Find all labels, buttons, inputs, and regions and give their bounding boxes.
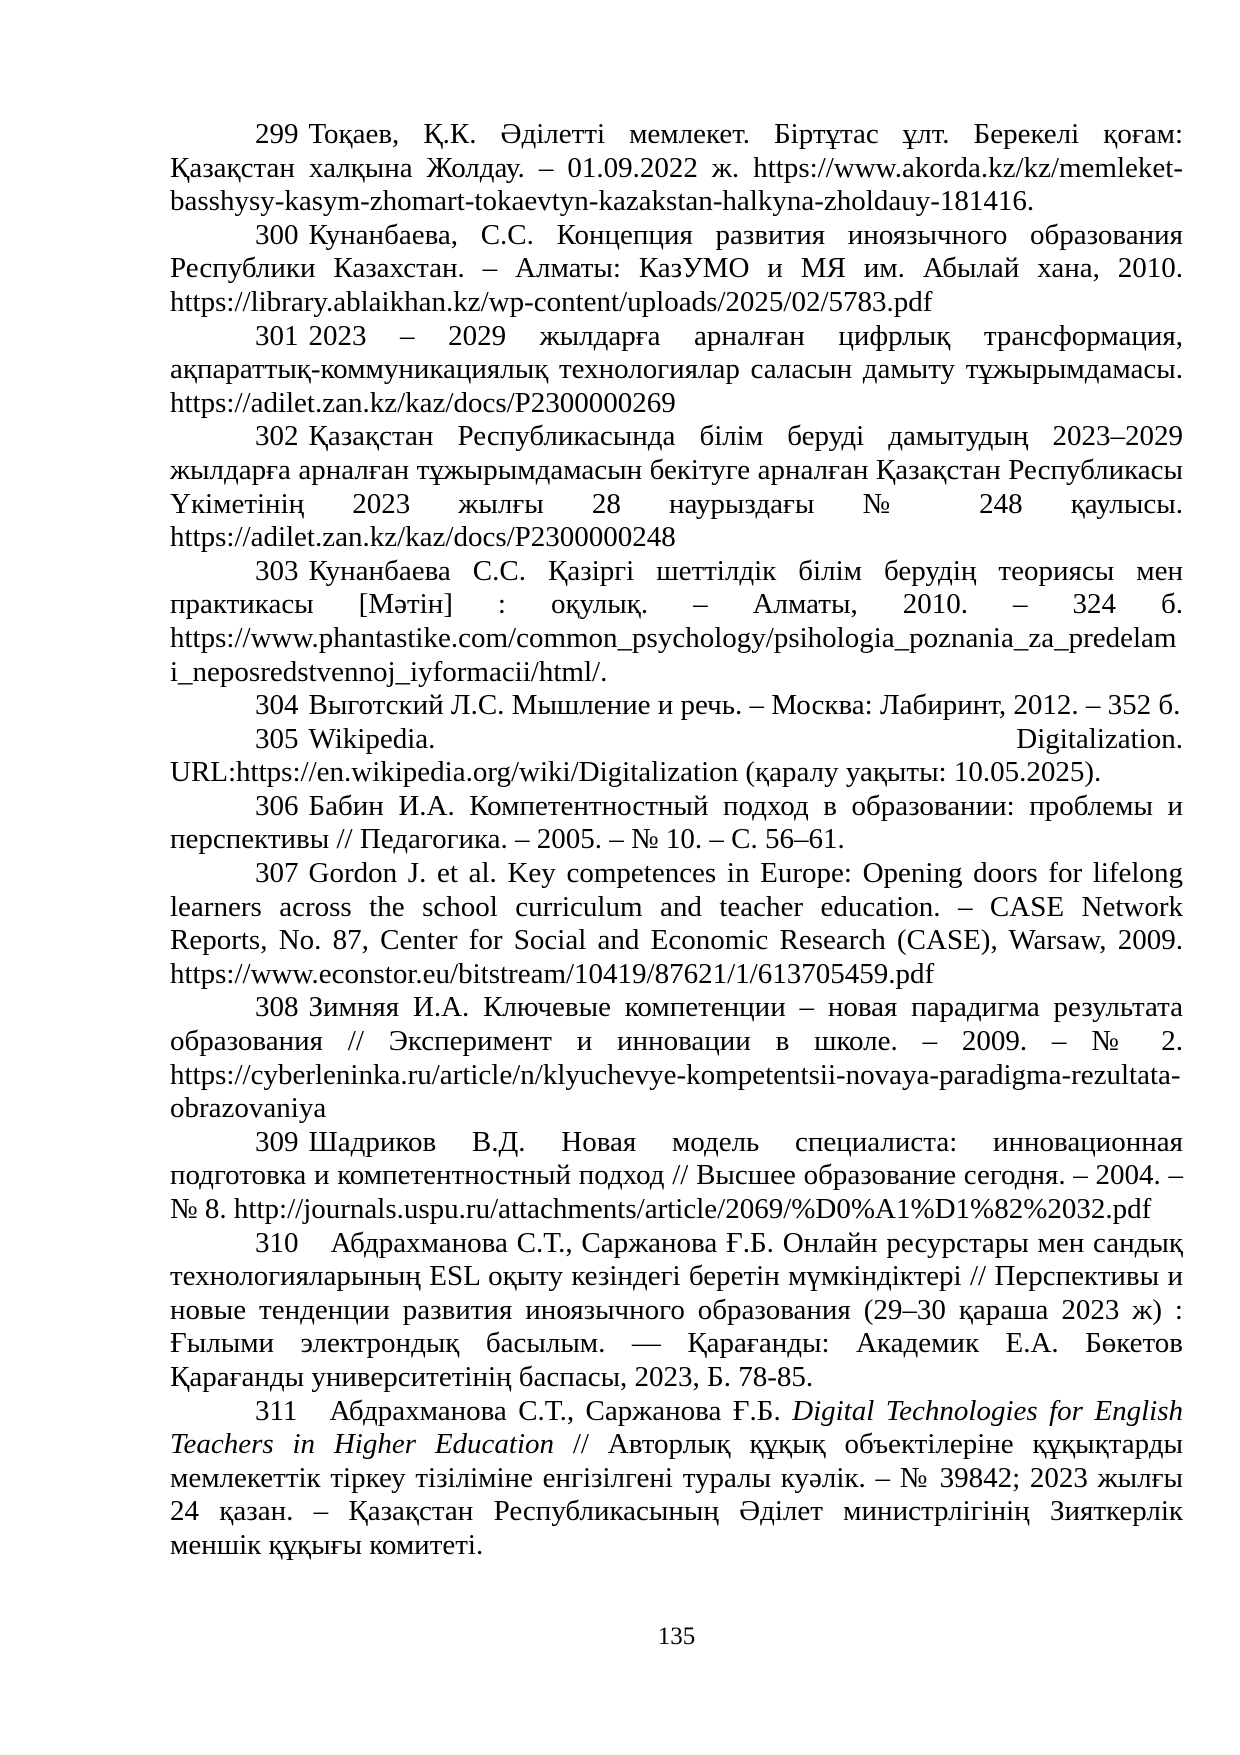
number-text-gap bbox=[299, 713, 309, 714]
reference-text-segment: Выготский Л.С. Мышление и речь. – Москва: Лабиринт, 2012. – 352 б. bbox=[308, 689, 1181, 722]
reference-entry bbox=[170, 1395, 1183, 1563]
reference-number: 310 bbox=[255, 1226, 299, 1259]
reference-text bbox=[170, 1126, 1183, 1225]
reference-entry bbox=[170, 1126, 1183, 1227]
reference-text-segment: 2023 – 2029 жылдарға арналған цифрлық трансформация, ақпараттық-коммуникациялық технологиялар саласын дамыту тұжырымдамасы. https://adilet.zan.kz/kaz/docs/P2300000269 bbox=[170, 319, 1183, 419]
reference-entry bbox=[170, 991, 1183, 1125]
number-text-gap bbox=[299, 1251, 331, 1252]
reference-text bbox=[170, 723, 1183, 789]
reference-text bbox=[170, 857, 1183, 990]
number-text-gap bbox=[299, 814, 309, 815]
reference-entry bbox=[170, 118, 1183, 219]
number-text-gap bbox=[299, 344, 309, 345]
reference-number: 305 bbox=[255, 722, 299, 755]
reference-number: 311 bbox=[255, 1394, 298, 1427]
reference-entry bbox=[170, 723, 1183, 790]
reference-number: 304 bbox=[255, 689, 299, 722]
reference-number: 303 bbox=[255, 554, 299, 587]
reference-number: 307 bbox=[255, 857, 299, 890]
reference-text bbox=[170, 118, 1183, 217]
number-text-gap bbox=[299, 444, 309, 445]
reference-entry bbox=[170, 219, 1183, 320]
number-text-gap bbox=[299, 881, 309, 882]
reference-number: 301 bbox=[255, 319, 299, 352]
number-text-gap bbox=[299, 579, 309, 580]
reference-text-segment: Gordon J. et al. Key competences in Europe: Opening doors for lifelong learners across the school curriculum and teacher education. – CASE Network Reports, No. 87, Center for Social and Economic Research (CASE), Warsaw, 2009. https://www.econstor.eu/bitstream/10419/87621/1/613705459.pdf bbox=[170, 857, 1183, 990]
reference-text-segment: Абдрахманова С.Т., Саржанова Ғ.Б. bbox=[329, 1394, 793, 1427]
reference-entry bbox=[170, 555, 1183, 689]
number-text-gap bbox=[299, 747, 309, 748]
number-text-gap bbox=[299, 1015, 309, 1016]
reference-entry bbox=[170, 320, 1183, 421]
reference-text bbox=[170, 991, 1183, 1124]
number-text-gap bbox=[299, 1150, 309, 1151]
reference-text-segment: Зимняя И.А. Ключевые компетенции – новая парадигма результата образования // Эксперимент и инновации в школе. – 2009. – № 2. https://cyberleninka.ru/article/n/klyuchevye-kompetentsii-novaya-paradigma-rezultata-obrazovaniya bbox=[170, 991, 1183, 1125]
reference-text bbox=[170, 420, 1183, 553]
reference-entry bbox=[170, 857, 1183, 991]
references-list bbox=[170, 118, 1183, 1563]
reference-entry bbox=[170, 790, 1183, 857]
reference-text-segment: Абдрахманова С.Т., Саржанова Ғ.Б. Онлайн ресурстары мен сандық технологияларының ESL оқыту кезіндегі беретін мүмкіндіктері // Перспективы и новые тенденции развития иноязычного образования (29–30 қараша 2023 ж) : Ғылыми электрондық басылым. — Қарағанды: Академик Е.А. Бөкетов Қарағанды университетінің баспасы, 2023, Б. 78-85. bbox=[170, 1226, 1183, 1393]
reference-number: 299 bbox=[255, 118, 299, 150]
reference-entry bbox=[170, 1227, 1183, 1395]
reference-entry bbox=[170, 689, 1183, 723]
reference-text bbox=[170, 790, 1183, 856]
reference-text-segment: // Авторлық құқық объектілеріне құқықтарды мемлекеттік тіркеу тізіліміне енгізілгені туралы куәлік. – № 39842; 2023 жылғы 24 қазан. – Қазақстан Республикасының Әділет министрлігінің Зияткерлік меншік құқығы комитеті. bbox=[170, 1428, 1183, 1561]
reference-text-segment: Шадриков В.Д. Новая модель специалиста: инновационная подготовка и компетентностный подход // Высшее образование сегодня. – 2004. – № 8. http://journals.uspu.ru/attachments/article/2069/%D0%A1%D1%82%2032.pdf bbox=[170, 1125, 1183, 1225]
page-footer bbox=[170, 1622, 1183, 1651]
number-text-gap bbox=[297, 1419, 329, 1420]
reference-text-segment: Қазақстан Республикасында білім беруді дамытудың 2023–2029 жылдарға арналған тұжырымдамасын бекітуге арналған Қазақстан Республикасы Үкіметінің 2023 жылғы 28 наурыздағы № 248 қаулысы. https://adilet.zan.kz/kaz/docs/P2300000248 bbox=[170, 420, 1183, 554]
reference-text-segment: Кунанбаева С.С. Қазіргі шеттілдік білім берудің теориясы мен практикасы [Мәтін] : оқулық. – Алматы, 2010. – 324 б. https://www.phantastike.com/common_psychology/psihologia_poznania_za_predelami_neposredstvennoj_iyformacii/html/. bbox=[170, 554, 1183, 688]
number-text-gap bbox=[299, 142, 309, 143]
reference-text-segment: Кунанбаева, С.С. Концепция развития иноязычного образования Республики Казахстан. – Алматы: КазУМО и МЯ им. Абылай хана, 2010. https://library.ablaikhan.kz/wp-content/uploads/2025/02/5783.pdf bbox=[170, 218, 1183, 318]
reference-number: 306 bbox=[255, 789, 299, 822]
reference-text-segment: Wikipedia. Digitalization. URL:https://en.wikipedia.org/wiki/Digitalization (қаралу уақыты: 10.05.2025). bbox=[170, 722, 1183, 789]
reference-entry bbox=[170, 420, 1183, 554]
reference-number: 308 bbox=[255, 991, 299, 1024]
number-text-gap bbox=[299, 243, 309, 244]
reference-text bbox=[170, 219, 1183, 318]
reference-number: 300 bbox=[255, 218, 299, 251]
reference-number: 309 bbox=[255, 1125, 299, 1158]
reference-text bbox=[170, 320, 1183, 419]
reference-number: 302 bbox=[255, 420, 299, 453]
reference-text-segment: Бабин И.А. Компетентностный подход в образовании: проблемы и перспективы // Педагогика. – 2005. – № 10. – С. 56–61. bbox=[170, 789, 1183, 856]
reference-text-segment: Тоқаев, Қ.К. Әділетті мемлекет. Біртұтас ұлт. Берекелі қоғам: Қазақстан халқына Жолдау. – 01.09.2022 ж. https://www.akorda.kz/kz/memleket-basshysy-kasym-zhomart-tokaevtyn-kazakstan-halkyna-zholdauy-181416. bbox=[170, 118, 1183, 218]
reference-text bbox=[309, 689, 1181, 721]
reference-text bbox=[170, 555, 1183, 688]
page-number: 135 bbox=[657, 1623, 696, 1650]
reference-title-italic: Digital Technologies for English Teachers in Higher Education bbox=[170, 1394, 1183, 1461]
